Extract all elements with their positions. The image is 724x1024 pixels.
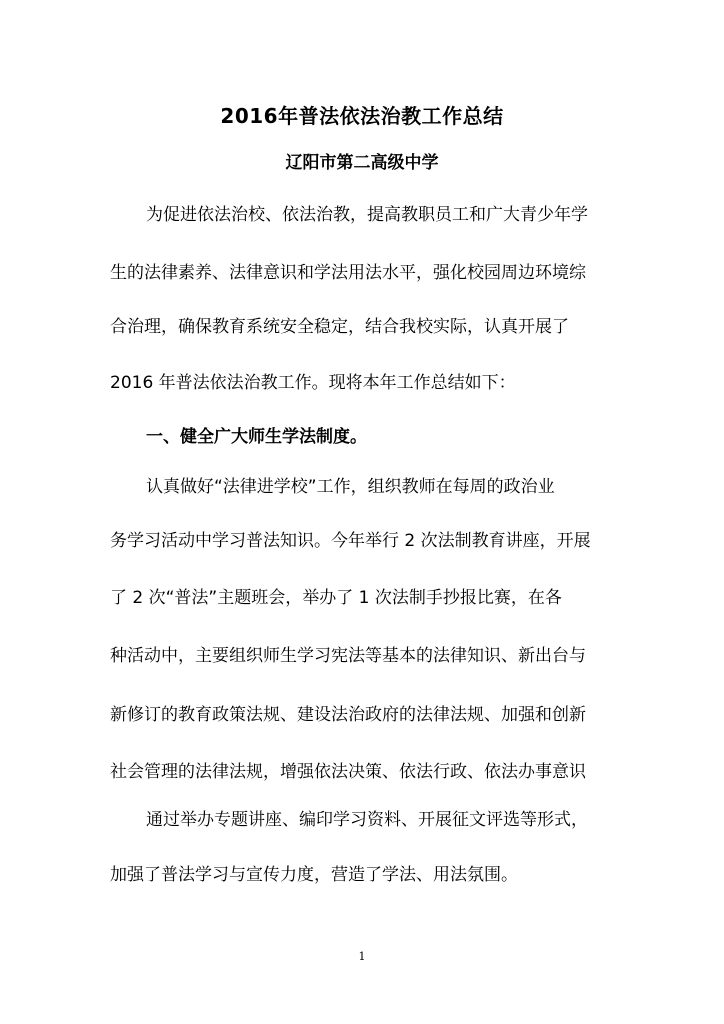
paragraph-line: 认真做好“法律进学校”工作，组织教师在每周的政治业 bbox=[146, 477, 555, 497]
document-subtitle: 辽阳市第二高级中学 bbox=[285, 153, 439, 173]
paragraph-line: 通过举办专题讲座、编印学习资料、开展征文评选等形式， bbox=[146, 810, 588, 830]
paragraph-line: 新修订的教育政策法规、建设法治政府的法律法规、加强和创新 bbox=[110, 705, 586, 725]
document-title: 2016年普法依法治教工作总结 bbox=[220, 104, 504, 128]
page-number: 1 bbox=[358, 950, 366, 963]
paragraph-line: 了 2 次“普法”主题班会，举办了 1 次法制手抄报比赛，在各 bbox=[110, 588, 562, 608]
paragraph-line: 种活动中，主要组织师生学习宪法等基本的法律知识、新出台与 bbox=[110, 646, 586, 666]
paragraph-line: 2016 年普法依法治教工作。现将本年工作总结如下： bbox=[110, 373, 516, 393]
paragraph-line: 合治理，确保教育系统安全稳定，结合我校实际，认真开展了 bbox=[110, 317, 569, 337]
paragraph-line: 加强了普法学习与宣传力度，营造了学法、用法氛围。 bbox=[110, 865, 518, 885]
paragraph-line: 务学习活动中学习普法知识。今年举行 2 次法制教育讲座，开展 bbox=[110, 531, 591, 551]
paragraph-line: 生的法律素养、法律意识和学法用法水平，强化校园周边环境综 bbox=[110, 263, 586, 283]
paragraph-line: 为促进依法治校、依法治教，提高教职员工和广大青少年学 bbox=[146, 205, 588, 225]
section-heading: 一、健全广大师生学法制度。 bbox=[146, 427, 367, 447]
paragraph-line: 社会管理的法律法规，增强依法决策、依法行政、依法办事意识 bbox=[110, 762, 586, 782]
